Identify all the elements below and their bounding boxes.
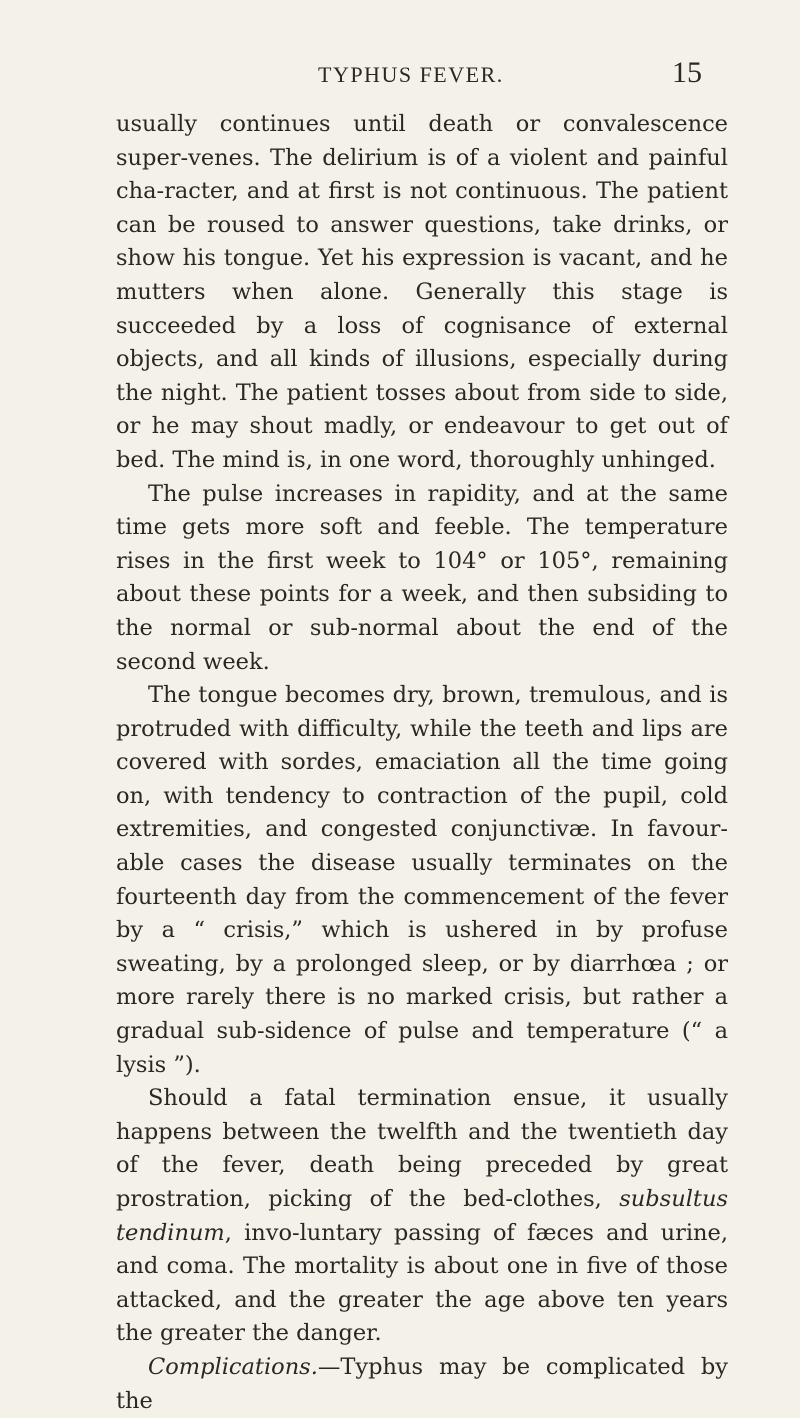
paragraph-1: usually continues until death or convalescence super-venes. The delirium is of a violent and painful cha-racter, and at first is not continuous. The patient can be roused to answer questions, take drinks, or show his tongue. Yet his expression is vacant, and he mutters when alone. Generally this stage is succeeded by a loss of cognisance of external objects, and all kinds of illusions, especially during the night. The patient tosses about from side to side, or he may shout madly, or endeavour to get out of bed. The mind is, in one word, thoroughly unhinged. — [116, 111, 728, 473]
paragraph-5-text: —Typhus may be complicated by the — [116, 1353, 728, 1414]
running-title: TYPHUS FEVER. — [318, 62, 504, 87]
paragraph-4-text-after: , invo-luntary passing of fæces and urine, and coma. The mortality is about one in five of those attacked, and the greater the age above ten years the greater the danger. — [116, 1219, 728, 1347]
page-number: 15 — [672, 56, 702, 89]
running-head — [0, 56, 800, 90]
body-text — [116, 108, 728, 1418]
section-heading-complications: Complications. — [148, 1353, 318, 1380]
latin-term: subsultus tendinum — [116, 1186, 728, 1246]
paragraph-5 — [116, 1351, 728, 1418]
paragraph-2: The pulse increases in rapidity, and at the same time gets more soft and feeble. The temperature rises in the first week to 104° or 105°, remaining about these points for a week, and then subsiding to the normal or sub-normal about the end of the second week. — [116, 480, 728, 675]
paragraph-4-text-before: Should a fatal termination ensue, it usually happens between the twelfth and the twentieth day of the fever, death being preceded by great prostration, picking of the bed-clothes, — [116, 1085, 728, 1212]
paragraph-4 — [116, 1082, 728, 1351]
paragraph-3: The tongue becomes dry, brown, tremulous, and is protruded with difficulty, while the teeth and lips are covered with sordes, emaciation all the time going on, with tendency to contraction of the pupil, cold extremities, and congested conjunctivæ. In favour-able cases the disease usually terminates on the fourteenth day from the commencement of the fever by a “ crisis,” which is ushered in by profuse sweating, by a prolonged sleep, or by diarrhœa ; or more rarely there is no marked crisis, but rather a gradual sub-sidence of pulse and temperature (“ a lysis ”). — [116, 682, 728, 1078]
